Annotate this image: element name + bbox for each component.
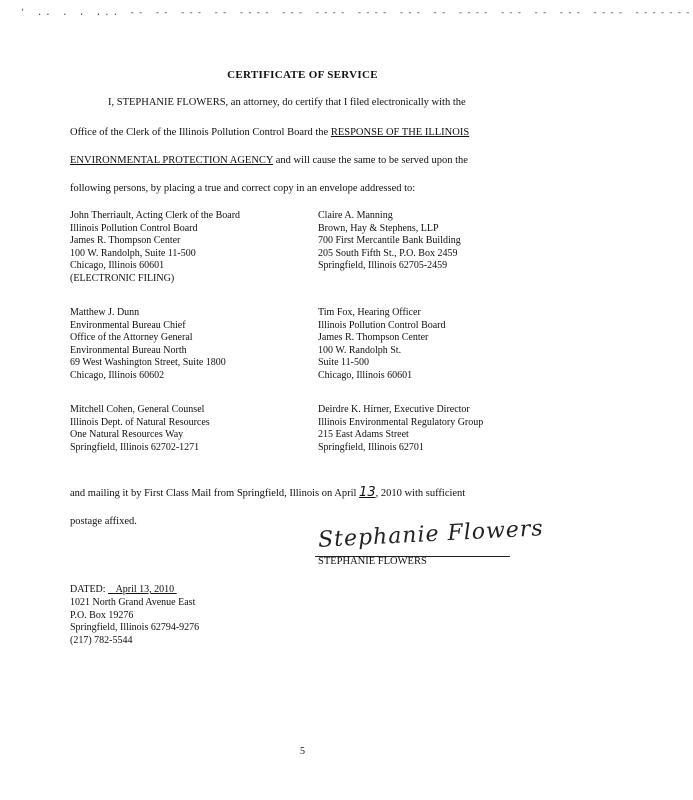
address-line: Tim Fox, Hearing Officer <box>318 307 421 318</box>
address-line: 700 First Mercantile Bank Building <box>318 235 461 247</box>
address-line: (ELECTRONIC FILING) <box>70 272 175 284</box>
recipient-block <box>70 210 240 286</box>
address-line: Environmental Bureau North <box>70 344 187 356</box>
address-line: Deirdre K. Hirner, Executive Director <box>318 404 470 415</box>
address-line: Illinois Pollution Control Board <box>318 319 446 331</box>
address-line: Office of the Attorney General <box>70 332 193 344</box>
body-line-2-text: Office of the Clerk of the Illinois Pollution Control Board the <box>70 127 331 138</box>
mailing-line-1 <box>70 487 465 500</box>
handwritten-signature: Stephanie Flowers <box>317 516 545 553</box>
mailing-line-2: postage affixed. <box>70 516 137 527</box>
dated-line <box>70 584 177 597</box>
body-line-1: I, STEPHANIE FLOWERS, an attorney, do certify that I filed electronically with the <box>108 97 466 108</box>
address-line: 69 West Washington Street, Suite 1800 <box>70 357 226 369</box>
handwritten-day: 13 <box>359 485 376 500</box>
address-line: Springfield, Illinois 62705-2459 <box>318 260 448 272</box>
mailing-text: and mailing it by First Class Mail from Springfield, Illinois on April <box>70 488 357 499</box>
address-line: 1021 North Grand Avenue East <box>70 597 196 608</box>
address-line: 215 East Adams Street <box>318 429 409 441</box>
sender-address <box>70 597 199 647</box>
address-line: Mitchell Cohen, General Counsel <box>70 404 205 415</box>
body-line-2 <box>70 127 469 139</box>
address-line: Brown, Hay & Stephens, LLP <box>318 222 439 234</box>
document-reference-part-1: RESPONSE OF THE ILLINOIS <box>330 127 470 138</box>
address-line: Environmental Bureau Chief <box>70 319 186 331</box>
fax-header-marks: ' .. . . ... -- -- --- -- ---- --- ---- ---- --- -- ---- --- -- --- ---- ------- <box>20 8 693 18</box>
address-line: Claire A. Manning <box>318 210 393 221</box>
address-line: Springfield, Illinois 62794-9276 <box>70 622 200 634</box>
address-line: Matthew J. Dunn <box>70 307 140 318</box>
dated-value-text: April 13, 2010 <box>115 584 175 595</box>
recipient-block <box>318 307 446 383</box>
page-number: 5 <box>300 746 305 757</box>
address-line: Chicago, Illinois 60602 <box>70 369 165 381</box>
address-line: Chicago, Illinois 60601 <box>70 260 165 272</box>
address-line: James R. Thompson Center <box>318 332 429 344</box>
recipient-block <box>70 404 210 454</box>
address-line: 100 W. Randolph, Suite 11-500 <box>70 247 196 259</box>
document-title: CERTIFICATE OF SERVICE <box>227 69 378 81</box>
address-line: One Natural Resources Way <box>70 429 184 441</box>
dated-label: DATED: <box>70 584 106 595</box>
recipient-block <box>318 404 483 454</box>
recipient-block <box>318 210 461 273</box>
mailing-text-end: , 2010 with sufficient <box>375 488 466 499</box>
address-line: 205 South Fifth St., P.O. Box 2459 <box>318 247 458 259</box>
recipient-block <box>70 307 226 383</box>
address-line: John Therriault, Acting Clerk of the Board <box>70 210 241 221</box>
signer-name: STEPHANIE FLOWERS <box>318 556 427 567</box>
body-line-3-text: and will cause the same to be served upon the <box>273 155 468 166</box>
dated-value <box>108 584 177 595</box>
address-line: P.O. Box 19276 <box>70 609 134 621</box>
document-reference-part-2: ENVIRONMENTAL PROTECTION AGENCY <box>70 155 274 166</box>
address-line: (217) 782-5544 <box>70 634 133 646</box>
address-line: Chicago, Illinois 60601 <box>318 369 413 381</box>
address-line: Illinois Environmental Regulatory Group <box>318 416 484 428</box>
body-line-3 <box>70 155 468 167</box>
address-line: Suite 11-500 <box>318 357 370 369</box>
address-line: Illinois Dept. of Natural Resources <box>70 416 210 428</box>
address-line: Illinois Pollution Control Board <box>70 222 198 234</box>
body-line-4: following persons, by placing a true and correct copy in an envelope addressed to: <box>70 183 416 194</box>
address-line: Springfield, Illinois 62702-1271 <box>70 441 200 453</box>
address-line: 100 W. Randolph St. <box>318 344 402 356</box>
address-line: Springfield, Illinois 62701 <box>318 441 424 453</box>
address-line: James R. Thompson Center <box>70 235 181 247</box>
